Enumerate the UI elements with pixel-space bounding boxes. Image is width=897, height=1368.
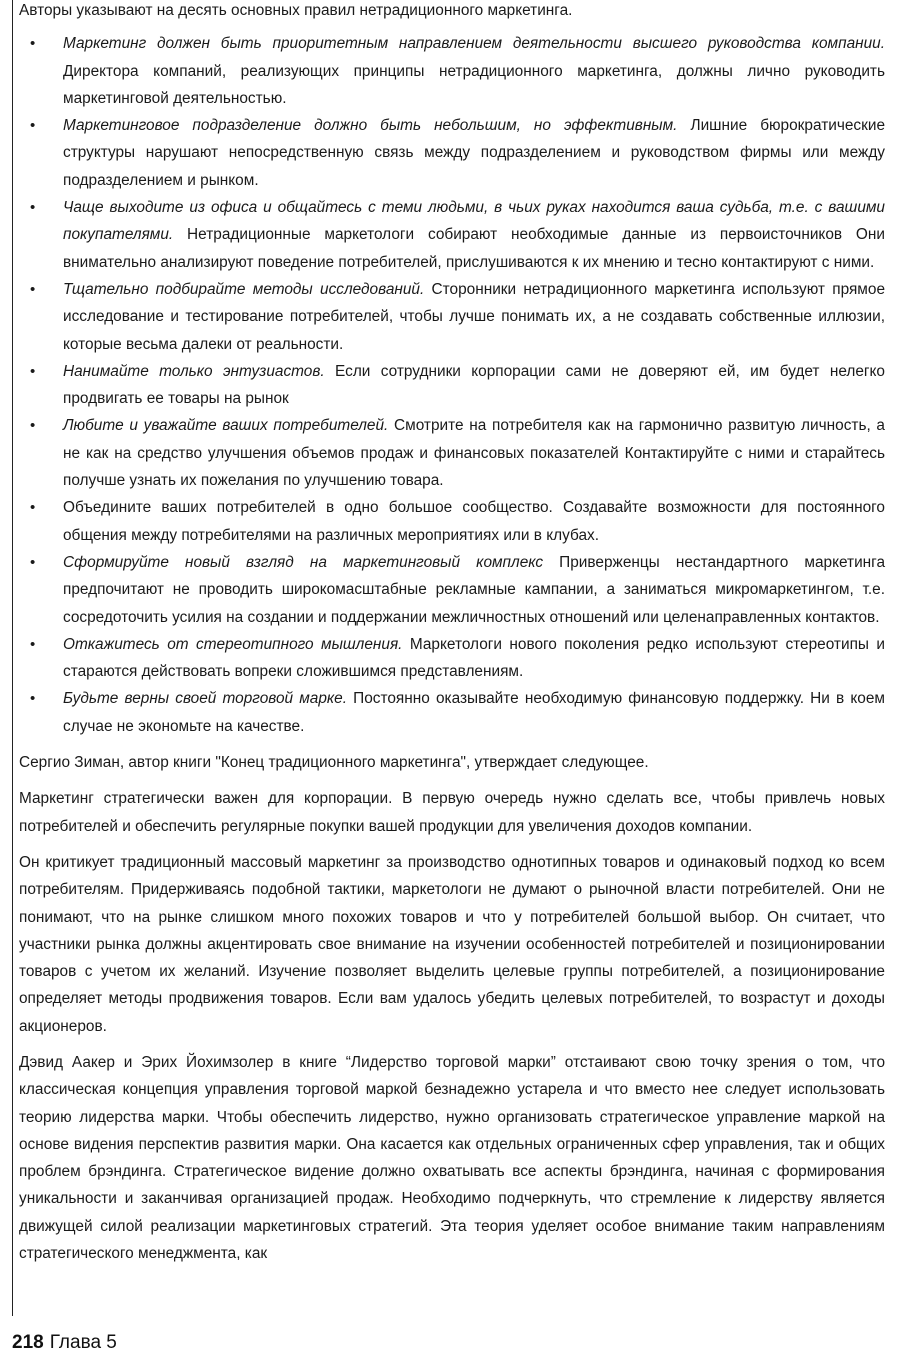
list-item: • Объедините ваших потребителей в одно большое сообщество. Создавайте возможности для постоянного общения между потребителями на различных мероприятиях или в клубах. — [19, 494, 885, 549]
list-item: • Любите и уважайте ваших потребителей. Смотрите на потребителя как на гармонично развитую личность, а не как на средство улучшения объемов продаж и финансовых показателей Контактируйте с ними и старайтесь получше узнать их пожелания по улучшению товара. — [19, 412, 885, 494]
intro-paragraph: Авторы указывают на десять основных правил нетрадиционного маркетинга. — [19, 2, 573, 19]
list-item: • Маркетинг должен быть приоритетным направлением деятельности высшего руководства компании. Директора компаний, реализующих принципы нетрадиционного маркетинга, должны лично руководить маркетинговой деятельностью. — [19, 30, 885, 112]
list-item: • Тщательно подбирайте методы исследований. Сторонники нетрадиционного маркетинга используют прямое исследование и тестирование потребителей, чтобы лучше понимать их, а не создавать собственные иллюзии, которые весьма далеки от реальности. — [19, 276, 885, 358]
list-item: • Маркетинговое подразделение должно быть небольшим, но эффективным. Лишние бюрократические структуры нарушают непосредственную связь между подразделением и руководством фирмы или между подразделением и рынком. — [19, 112, 885, 194]
body-paragraph: Дэвид Аакер и Эрих Йохимзолер в книге “Лидерство торговой марки” отстаивают свою точку зрения о том, что классическая концепция управления торговой маркой безнадежно устарела и что вместо нее следует использовать теорию лидерства марки. Чтобы обеспечить лидерство, нужно организовать стратегическое управление маркой на основе видения перспектив развития марки. Она касается как отдельных ограниченных сфер управления, так и общих проблем брэндинга. Стратегическое видение должно охватывать все аспекты брэндинга, начиная с формирования уникальности и заканчивая организацией продаж. Необходимо подчеркнуть, что стремление к лидерству является движущей силой реализации маркетинговых стратегий. Эта теория уделяет особое внимание таким направлениям стратегического менеджмента, как — [19, 1053, 885, 1263]
body-paragraph: Он критикует традиционный массовый маркетинг за производство однотипных товаров и одинаковый подход ко всем потребителям. Придерживаясь подобной тактики, маркетологи не думают о рыночной власти потребителей. Они не понимают, что на рынке слишком много похожих товаров и что у потребителей большой выбор. Он считает, что участники рынка должны акцентировать свое внимание на изучении особенностей потребителей и позиционировании товаров с учетом их желаний. Изучение позволяет выделить целевые группы потребителей, а позиционирование определяет методы продвижения товаров. Если вам удалось убедить целевых потребителей, то возрастут и доходы акционеров. — [19, 853, 885, 1035]
list-item: • Нанимайте только энтузиастов. Если сотрудники корпорации сами не доверяют ей, им будет нелегко продвигать ее товары на рынок — [19, 358, 885, 413]
bullet-icon: • — [30, 499, 36, 517]
page-number: 218 — [12, 1332, 44, 1353]
bullet-icon: • — [30, 35, 36, 53]
rules-list — [19, 30, 885, 740]
chapter-label: Глава 5 — [49, 1332, 117, 1353]
list-item: • Откажитесь от стереотипного мышления. Маркетологи нового поколения редко используют стереотипы и стараются действовать вопреки сложившимся представлениям. — [19, 631, 885, 686]
page-footer — [12, 1328, 117, 1358]
bullet-icon: • — [30, 280, 36, 298]
bullet-icon: • — [30, 362, 36, 380]
bullet-icon: • — [30, 553, 36, 571]
body-paragraph: Маркетинг стратегически важен для корпорации. В первую очередь нужно сделать все, чтобы привлечь новых потребителей и обеспечить регулярные покупки вашей продукции для увеличения доходов компании. — [19, 790, 885, 835]
bullet-icon: • — [30, 417, 36, 435]
bullet-icon: • — [30, 117, 36, 135]
list-item: • Будьте верны своей торговой марке. Постоянно оказывайте необходимую финансовую поддержку. Ни в коем случае не экономьте на качестве. — [19, 685, 885, 740]
page-body — [19, 0, 885, 1267]
list-item: • Сформируйте новый взгляд на маркетинговый комплекс Приверженцы нестандартного маркетинга предпочитают не проводить широкомасштабные рекламные кампании, а заниматься микромаркетингом, т.е. сосредоточить усилия на создании и поддержании межличностных отношений или целенаправленных контактов. — [19, 549, 885, 631]
bullet-icon: • — [30, 690, 36, 708]
bullet-icon: • — [30, 199, 36, 217]
list-item: • Чаще выходите из офиса и общайтесь с теми людьми, в чьих руках находится ваша судьба, т.е. с вашими покупателями. Нетрадиционные маркетологи собирают необходимые данные из первоисточников Они внимательно анализируют поведение потребителей, прислушиваются к их мнению и тесно контактируют с ними. — [19, 194, 885, 276]
body-paragraph: Сергио Зиман, автор книги "Конец традиционного маркетинга", утверждает следующее. — [19, 754, 649, 772]
bullet-icon: • — [30, 635, 36, 653]
